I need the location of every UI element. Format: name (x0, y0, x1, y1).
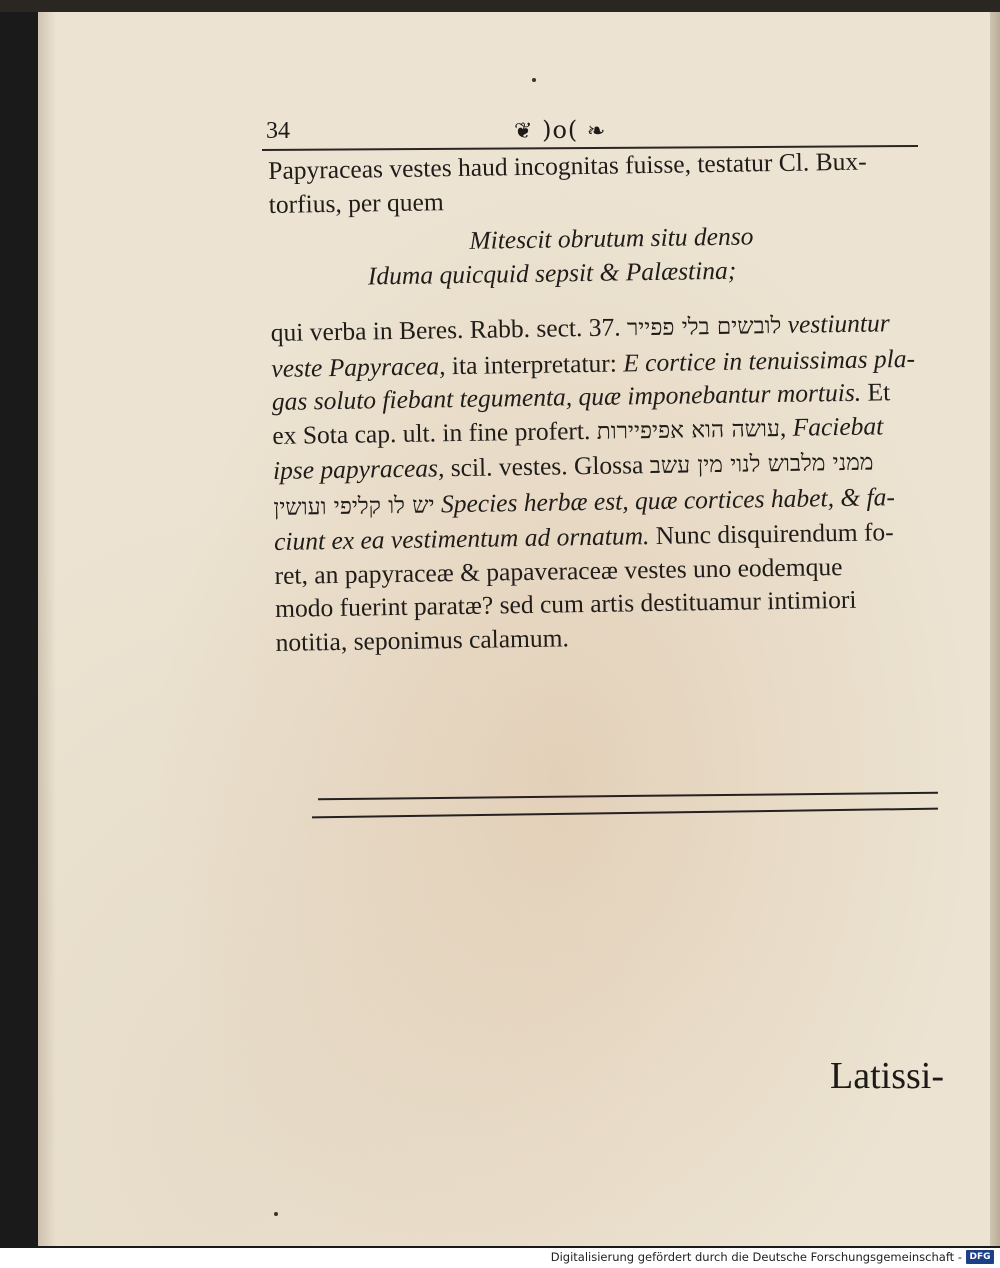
hebrew-text: עושה הוא אפיפיירות (596, 415, 781, 445)
italic-text: ciunt ex ea vestimentum ad ornatum. (273, 521, 650, 556)
text-span: qui verba in Beres. Rabb. sect. 37. (270, 312, 628, 347)
main-text (268, 144, 944, 659)
verse-quote (269, 216, 938, 293)
ink-speck (274, 1212, 278, 1216)
page-number: 34 (266, 118, 290, 144)
text-span: Nunc disquirendum fo- (649, 517, 894, 551)
hebrew-text: ממני מלבוש לנוי מין עשב (649, 449, 874, 480)
italic-text: E cortice in tenuissimas pla- (622, 343, 916, 377)
scan-frame-top (0, 0, 1000, 12)
digitization-footer (0, 1248, 1000, 1268)
italic-text: vestiuntur (781, 308, 890, 339)
text-span: modo fuerint paratæ? sed cum artis destituamur intimiori (274, 584, 857, 623)
footer-credit: Digitalisierung gefördert durch die Deutsche Forschungsgemeinschaft - (550, 1250, 962, 1264)
text-span: ex Sota cap. ult. in fine profert. (272, 415, 597, 450)
dfg-logo[interactable]: DFG (966, 1250, 994, 1264)
ink-speck (532, 78, 536, 82)
italic-text: ipse papyraceas, (272, 453, 445, 485)
italic-text: Faciebat (792, 410, 884, 442)
fleuron-left-icon: ❦ (514, 119, 534, 144)
italic-text: Species herbæ est, quæ cortices habet, & fa- (434, 481, 896, 518)
fleuron-right-icon: ❧ (586, 119, 607, 144)
ornament-text: )o( (542, 116, 579, 144)
text-span: Et (860, 377, 891, 407)
text-span: ita interpretatur: (445, 347, 624, 380)
italic-text: veste Papyracea, (271, 350, 446, 383)
italic-text: gas soluto fiebant tegumenta, quæ imponebantur mortuis. (271, 377, 862, 416)
text-span: ret, an papyraceæ & papaveraceæ vestes uno eodemque (274, 551, 843, 590)
verse-line: Mitescit obrutum situ denso (469, 221, 754, 255)
header-ornament (514, 116, 606, 144)
text-span: , (779, 412, 793, 442)
text-line: Papyraceas vestes haud incognitas fuisse, testatur Cl. Bux- (268, 146, 867, 185)
text-span: scil. vestes. Glossa (444, 450, 650, 483)
text-line: torfius, per quem (268, 186, 444, 219)
catchword: Latissi- (830, 1055, 944, 1097)
verse-line: Iduma quicquid sepsit & Palæstina; (367, 255, 737, 290)
text-span: notitia, seponimus calamum. (275, 622, 570, 657)
hebrew-text: יש לו קליפי ועושין (273, 491, 435, 521)
page-edge (990, 12, 1000, 1246)
hebrew-text: לובשים בלי פפייר (626, 312, 782, 342)
